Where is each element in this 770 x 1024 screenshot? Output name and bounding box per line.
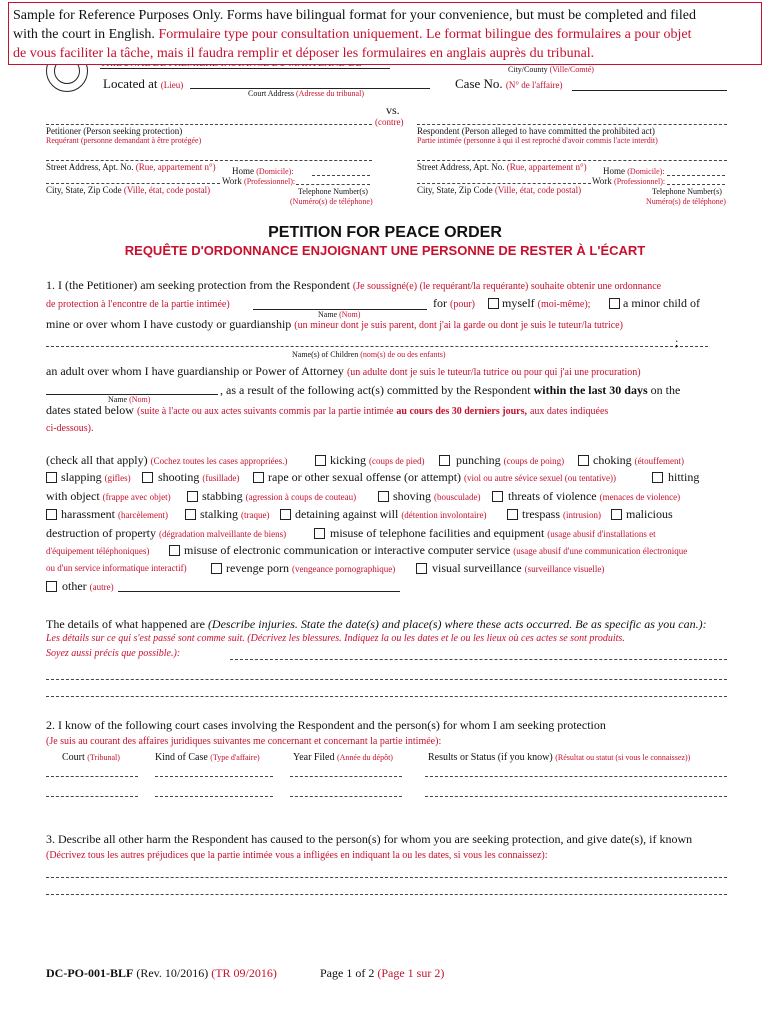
form-rev: (Rev. 10/2016) <box>136 966 209 980</box>
petitioner-street-label: Street Address, Apt. No. <box>46 162 134 172</box>
s1-line6-fr-end: aux dates indiquées <box>529 406 609 417</box>
petitioner-home-label: Home <box>232 166 254 176</box>
shoving-label: shoving <box>393 489 432 503</box>
contre-label: (contre) <box>375 117 404 127</box>
petitioner-work-phone-field[interactable] <box>296 184 370 185</box>
col-court-label-fr: (Tribunal) <box>87 753 120 762</box>
electronic-misuse-label: misuse of electronic communication or interactive computer service <box>184 543 511 557</box>
s1-line3-fr: (un mineur dont je suis parent, dont j'ai la garde ou dont je suis le tuteur/la tutrice) <box>294 320 623 331</box>
myself-label-fr: (moi-même); <box>537 299 591 310</box>
other-label: other <box>62 579 87 593</box>
trespass-label: trespass <box>522 507 560 521</box>
s1-line4-fr: (un adulte dont je suis le tuteur/la tutrice ou pour qui j'ai une procuration) <box>346 367 641 378</box>
s1-line4: an adult over whom I have guardianship or Power of Attorney <box>46 364 344 378</box>
case2-court-field[interactable] <box>46 796 138 797</box>
located-at-label-fr: (Lieu) <box>160 80 184 90</box>
s1-semicolon: ; <box>675 335 679 349</box>
minor-child-checkbox[interactable] <box>609 298 620 309</box>
petitioner-city-field[interactable] <box>46 183 220 184</box>
petitioner-name-field[interactable] <box>46 124 372 125</box>
punching-label-fr: (coups de poing) <box>503 456 565 466</box>
petitioner-home-label-fr: (Domicile): <box>256 167 294 176</box>
respondent-name-field[interactable] <box>417 124 727 125</box>
petitioner-street-label-fr: (Rue, appartement n°) <box>135 162 216 172</box>
s3-heading-fr: (Décrivez tous les autres préjudices que la partie intimée vous a infligées en indiquant la ou les dates, si vous les connaissez): <box>46 850 548 861</box>
slapping-label: slapping <box>61 470 102 484</box>
rape-checkbox[interactable] <box>253 472 264 483</box>
petitioner-city-label: City, State, Zip Code <box>46 185 122 195</box>
form-title: PETITION FOR PEACE ORDER <box>268 224 502 241</box>
case-no-label-fr: (N° de l'affaire) <box>505 80 563 90</box>
telephone-misuse-label-fr: (usage abusif d'installations et <box>547 529 656 539</box>
petitioner-phone-label: Telephone Number(s) <box>298 187 368 196</box>
children-label-fr: (nom(s) de ou des enfants) <box>360 350 446 359</box>
petitioner-home-phone-field[interactable] <box>312 175 370 176</box>
s1-line5-end: on the <box>650 383 681 397</box>
s1-line7-fr: ci-dessous). <box>46 423 94 434</box>
respondent-work-label: Work <box>592 176 612 186</box>
s1-line5: , as a result of the following act(s) committed by the Respondent <box>220 383 531 397</box>
choking-checkbox[interactable] <box>578 455 589 466</box>
visual-surveillance-label: visual surveillance <box>432 561 522 575</box>
trespass-label-fr: (intrusion) <box>563 510 601 520</box>
page-number-fr: (Page 1 sur 2) <box>377 966 445 980</box>
petitioner-work-label: Work <box>222 176 242 186</box>
s3-heading: 3. Describe all other harm the Respondent has caused to the person(s) for whom you are seeking protection, and give date(s), if known <box>46 832 693 846</box>
children-label: Name(s) of Children <box>292 350 359 359</box>
malicious-checkbox[interactable] <box>611 509 622 520</box>
form-tr: (TR 09/2016) <box>211 966 277 980</box>
s2-heading: 2. I know of the following court cases involving the Respondent and the person(s) for whom I am seeking protection <box>46 718 606 732</box>
s1-line1-fr: (Je soussigné(e) (le requérant/la requérante) souhaite obtenir une ordonnance <box>352 281 662 292</box>
stalking-label-fr: (traque) <box>241 510 270 520</box>
col-year-label: Year Filed <box>293 752 335 763</box>
check-all-label-fr: (Cochez toutes les cases appropriées.) <box>150 456 288 466</box>
form-id: DC-PO-001-BLF <box>46 966 134 980</box>
punching-checkbox[interactable] <box>439 455 450 466</box>
minor-child-label: a minor child of <box>623 296 700 310</box>
s1-line2-fr: de protection à l'encontre de la partie intimée) <box>46 299 230 310</box>
hitting-checkbox[interactable] <box>652 472 663 483</box>
banner-line-2b: Formulaire type pour consultation uniquement. Le format bilingue des formulaires a pour objet <box>158 27 692 42</box>
adult-name-label-fr: (Nom) <box>129 395 151 404</box>
court-address-label: Court Address <box>248 89 294 98</box>
case1-kind-field[interactable] <box>155 776 273 777</box>
other-label-fr: (autre) <box>89 582 114 592</box>
detaining-label: detaining against will <box>295 507 399 521</box>
petitioner-label: Petitioner (Person seeking protection) <box>46 126 183 136</box>
punching-label: punching <box>456 453 501 467</box>
threats-checkbox[interactable] <box>492 491 503 502</box>
s1-pour: (pour) <box>450 299 475 310</box>
form-title-fr: REQUÊTE D'ORDONNANCE ENJOIGNANT UNE PERSONNE DE RESTER À L'ÉCART <box>124 243 646 258</box>
shooting-label: shooting <box>158 470 200 484</box>
petitioner-label-fr: Requérant (personne demandant à être protégée) <box>46 136 202 145</box>
with-object-label-fr: (frappe avec objet) <box>102 492 171 502</box>
slapping-checkbox[interactable] <box>46 472 57 483</box>
telephone-misuse-label: misuse of telephone facilities and equipment <box>330 526 545 540</box>
threats-label-fr: (menaces de violence) <box>599 492 681 502</box>
respondent-home-label-fr: (Domicile): <box>627 167 665 176</box>
revenge-porn-checkbox[interactable] <box>211 563 222 574</box>
electronic-misuse-checkbox[interactable] <box>169 545 180 556</box>
respondent-phone-label: Telephone Number(s) <box>652 187 722 196</box>
petitioner-city-label-fr: (Ville, état, code postal) <box>123 185 211 195</box>
s2-heading-fr: (Je suis au courant des affaires juridiques suivantes me concernant et concernant la partie intimée): <box>46 736 442 747</box>
s1-name-label-fr: (Nom) <box>339 310 361 319</box>
col-kind-label: Kind of Case <box>155 752 208 763</box>
choking-label-fr: (étouffement) <box>634 456 684 466</box>
petitioner-street-field[interactable] <box>46 160 372 161</box>
stabbing-checkbox[interactable] <box>187 491 198 502</box>
other-checkbox[interactable] <box>46 581 57 592</box>
petitioner-work-label-fr: (Professionnel): <box>244 177 296 186</box>
visual-surveillance-checkbox[interactable] <box>416 563 427 574</box>
shooting-checkbox[interactable] <box>142 472 153 483</box>
detaining-checkbox[interactable] <box>280 509 291 520</box>
adult-name-label: Name <box>108 395 128 404</box>
telephone-misuse-label-fr2: d'équipement téléphoniques) <box>46 546 150 556</box>
trespass-checkbox[interactable] <box>507 509 518 520</box>
case2-results-field[interactable] <box>425 796 727 797</box>
respondent-city-label: City, State, Zip Code <box>417 185 493 195</box>
electronic-misuse-label-fr2: ou d'un service informatique interactif) <box>46 563 187 573</box>
details-field-2[interactable] <box>46 679 727 680</box>
respondent-label: Respondent (Person alleged to have committed the prohibited act) <box>417 126 655 136</box>
stalking-label: stalking <box>200 507 238 521</box>
city-county-label: City/County <box>508 65 548 74</box>
banner-line-3: de vous faciliter la tâche, mais il faudra remplir et déposer les formulaires en anglais auprès du tribunal. <box>13 46 595 61</box>
respondent-street-label-fr: (Rue, appartement n°) <box>506 162 587 172</box>
stabbing-label-fr: (agression à coups de couteau) <box>245 492 357 502</box>
shoving-checkbox[interactable] <box>378 491 389 502</box>
case1-court-field[interactable] <box>46 776 138 777</box>
other-field[interactable] <box>118 591 400 592</box>
case-no-label: Case No. <box>455 76 503 91</box>
respondent-home-phone-field[interactable] <box>667 175 725 176</box>
respondent-home-label: Home <box>603 166 625 176</box>
case2-year-field[interactable] <box>290 796 402 797</box>
col-kind-label-fr: (Type d'affaire) <box>210 753 260 762</box>
destruction-label: destruction of property <box>46 526 156 540</box>
respondent-work-label-fr: (Professionnel): <box>614 177 666 186</box>
kicking-checkbox[interactable] <box>315 455 326 466</box>
myself-label: myself <box>502 296 535 310</box>
petitioner-phone-label-fr: (Numéro(s) de téléphone) <box>290 197 373 206</box>
banner-line-2a: with the court in English. <box>13 27 159 42</box>
respondent-phone-label-fr: Numéro(s) de téléphone) <box>646 197 726 206</box>
s1-line3: mine or over whom I have custody or guardianship <box>46 317 292 331</box>
s1-line6: dates stated below <box>46 403 134 417</box>
harassment-label-fr: (harcèlement) <box>117 510 168 520</box>
malicious-label: malicious <box>626 507 673 521</box>
electronic-misuse-label-fr: (usage abusif d'une communication électronique <box>513 546 688 556</box>
stabbing-label: stabbing <box>202 489 243 503</box>
col-results-label-fr: (Résultat ou statut (si vous le connaissez)) <box>555 753 691 762</box>
city-county-label-fr: (Ville/Comté) <box>549 65 594 74</box>
kicking-label: kicking <box>330 453 366 467</box>
banner-line-1: Sample for Reference Purposes Only. Forms have bilingual format for your convenience, but must be completed and filed <box>13 8 696 23</box>
case2-kind-field[interactable] <box>155 796 273 797</box>
col-year-label-fr: (Année du dépôt) <box>336 753 393 762</box>
details-field-3[interactable] <box>46 696 727 697</box>
myself-checkbox[interactable] <box>488 298 499 309</box>
slapping-label-fr: (gifles) <box>104 473 131 483</box>
telephone-misuse-checkbox[interactable] <box>314 528 325 539</box>
s1-for: for <box>433 296 447 310</box>
revenge-porn-label-fr: (vengeance pornographique) <box>291 564 396 574</box>
details-label: The details of what happened are <box>46 617 205 631</box>
shoving-label-fr: (bousculade) <box>434 492 481 502</box>
details-label-fr: Les détails sur ce qui s'est passé sont comme suit. (Décrivez les blessures. Indiquez la ou les dates et le ou les lieux où ces actes se sont produits. <box>46 633 625 644</box>
check-all-label: (check all that apply) <box>46 453 148 467</box>
harm-field-2[interactable] <box>46 894 727 895</box>
harassment-checkbox[interactable] <box>46 509 57 520</box>
page-number: Page 1 of 2 <box>320 966 375 980</box>
col-court-label: Court <box>62 752 85 763</box>
court-address-label-fr: (Adresse du tribunal) <box>296 89 364 98</box>
details-field-1[interactable] <box>230 659 727 660</box>
detaining-label-fr: (détention involontaire) <box>401 510 487 520</box>
case1-year-field[interactable] <box>290 776 402 777</box>
details-label-fr2: Soyez aussi précis que possible.): <box>46 648 181 659</box>
harm-field-1[interactable] <box>46 877 727 878</box>
details-label-italic: (Describe injuries. State the date(s) and place(s) where these acts occurred. Be as specific as you can.): <box>207 617 707 631</box>
rape-label: rape or other sexual offense (or attempt) <box>268 470 462 484</box>
with-object-label: with object <box>46 489 100 503</box>
respondent-city-label-fr: (Ville, état, code postal) <box>494 185 582 195</box>
respondent-city-field[interactable] <box>417 183 591 184</box>
children-names-field[interactable] <box>46 346 708 347</box>
s1-line5-bold: within the last 30 days <box>533 383 648 397</box>
threats-label: threats of violence <box>508 489 597 503</box>
respondent-label-fr: Partie intimée (personne à qui il est reproché d'avoir commis l'acte interdit) <box>417 136 658 145</box>
destruction-label-fr: (dégradation malveillante de biens) <box>158 529 287 539</box>
s1-line1: 1. I (the Petitioner) am seeking protection from the Respondent <box>46 278 350 292</box>
col-results-label: Results or Status (if you know) <box>428 752 553 763</box>
s1-line6-fr-bold: au cours des 30 derniers jours, <box>396 406 527 417</box>
located-at-label: Located at <box>103 76 158 91</box>
rape-label-fr: (viol ou autre sévice sexuel (ou tentative)) <box>464 473 616 483</box>
respondent-street-label: Street Address, Apt. No. <box>417 162 505 172</box>
case-no-field[interactable] <box>572 90 727 91</box>
visual-surveillance-label-fr: (surveillance visuelle) <box>524 564 605 574</box>
respondent-street-field[interactable] <box>417 160 727 161</box>
harassment-label: harassment <box>61 507 115 521</box>
stalking-checkbox[interactable] <box>185 509 196 520</box>
shooting-label-fr: (fusillade) <box>202 473 240 483</box>
kicking-label-fr: (coups de pied) <box>369 456 425 466</box>
revenge-porn-label: revenge porn <box>226 561 289 575</box>
s1-line6-fr: (suite à l'acte ou aux actes suivants commis par la partie intimée <box>136 406 394 417</box>
vs-label: vs. <box>386 103 400 117</box>
s1-name-label: Name <box>318 310 338 319</box>
respondent-work-phone-field[interactable] <box>667 184 725 185</box>
case1-results-field[interactable] <box>425 776 727 777</box>
reference-banner <box>8 2 762 65</box>
choking-label: choking <box>593 453 632 467</box>
hitting-label: hitting <box>668 470 700 484</box>
